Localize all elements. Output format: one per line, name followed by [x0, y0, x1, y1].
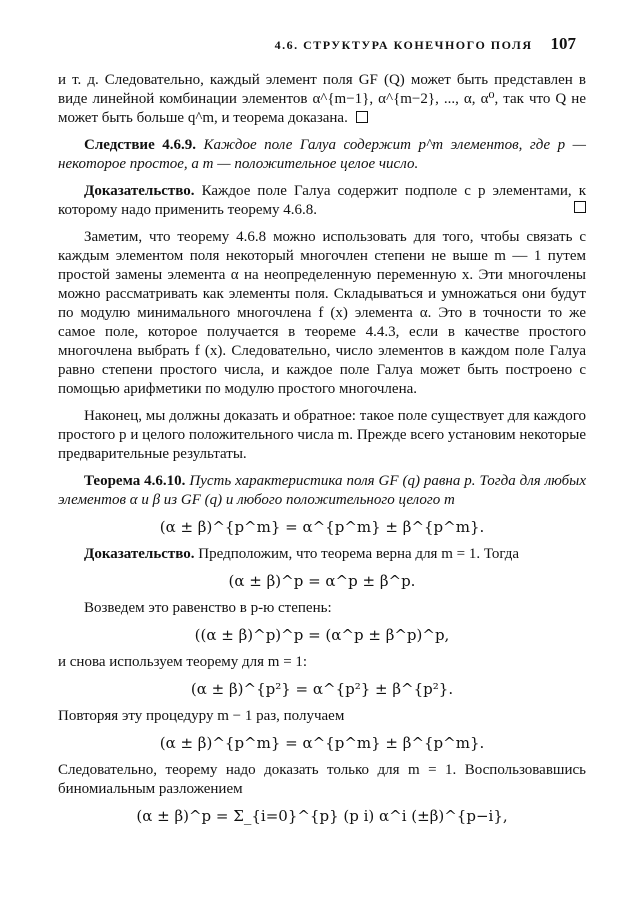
paragraph-remark: Заметим, что теорему 4.6.8 можно использовать для того, чтобы связать с каждым элементом поля некоторый многочлен степени не выше m — 1 путем простой замены элемента α на неопределенную переменную x. Эти многочлены можно рассматривать как элементы поля. Складываться и умножаться они будут по модулю минимального многочлена f (x) элемента α. Это в точности то же самое поле, которое получается в теореме 4.4.3, если в качестве простого многочлена выбрать f (x). Следовательно, число элементов в каждом поле Галуа равно степени простого числа, и каждое поле Галуа может быть построено с помощью арифметики по модулю простого многочлена.	[58, 229, 586, 397]
corollary-text: Каждое поле Галуа содержит p^m элементов, где p — некоторое простое, а m — положительное целое число.	[58, 137, 586, 172]
formula-theorem: (α ± β)^{p^m} = α^{p^m} ± β^{p^m}.	[159, 518, 485, 536]
formula-base-case: (α ± β)^p = α^p ± β^p.	[228, 572, 416, 590]
running-head: 4.6. СТРУКТУРА КОНЕЧНОГО ПОЛЯ	[274, 38, 533, 52]
proof-label: Доказательство.	[84, 183, 195, 199]
formula-raised: ((α ± β)^p)^p = (α^p ± β^p)^p,	[194, 626, 450, 644]
paragraph-binomial: Следовательно, теорему надо доказать только для m = 1. Воспользовавшись биномиальным разложением	[58, 762, 586, 797]
theorem-text: Пусть характеристика поля GF (q) равна p. Тогда для любых элементов α и β из GF (q) и любого положительного целого m	[58, 473, 586, 508]
formula-binomial-expansion: (α ± β)^p = Σ_{i=0}^{p} (p i) α^i (±β)^{p−i},	[136, 807, 508, 825]
theorem	[58, 472, 586, 510]
proof-text: Каждое поле Галуа содержит подполе с p элементами, к которому надо применить теорему 4.6.8.	[58, 183, 586, 218]
formula-general: (α ± β)^{p^m} = α^{p^m} ± β^{p^m}.	[159, 734, 485, 752]
proof-label: Доказательство.	[84, 546, 195, 562]
proof-theorem	[58, 545, 586, 564]
paragraph-converse: Наконец, мы должны доказать и обратное: такое поле существует для каждого простого p и целого положительного числа m. Прежде всего установим некоторые предварительные результаты.	[58, 408, 586, 462]
page-header	[58, 34, 586, 55]
corollary-label: Следствие 4.6.9.	[84, 137, 196, 153]
proof-text: Предположим, что теорема верна для m = 1. Тогда	[198, 546, 520, 562]
paragraph-text: и т. д. Следовательно, каждый элемент поля GF (Q) может быть представлен в виде линейной комбинации элементов α^{m−1}, α^{m−2}, ..., α, α⁰, так что Q не может быть больше q^m, и теорема доказана.	[58, 72, 586, 126]
paragraph-reuse: и снова используем теорему для m = 1:	[58, 654, 308, 670]
end-of-proof-icon	[574, 201, 586, 213]
formula-p-squared: (α ± β)^{p²} = α^{p²} ± β^{p²}.	[190, 680, 454, 698]
page-number: 107	[550, 34, 576, 53]
paragraph-repeat: Повторяя эту процедуру m − 1 раз, получаем	[58, 708, 345, 724]
end-of-proof-icon	[356, 111, 368, 123]
proof-corollary	[58, 182, 586, 220]
theorem-label: Теорема 4.6.10.	[84, 473, 186, 489]
paragraph-continuation	[58, 71, 586, 128]
corollary	[58, 136, 586, 174]
paragraph-raise-power: Возведем это равенство в p-ю степень:	[84, 600, 332, 616]
